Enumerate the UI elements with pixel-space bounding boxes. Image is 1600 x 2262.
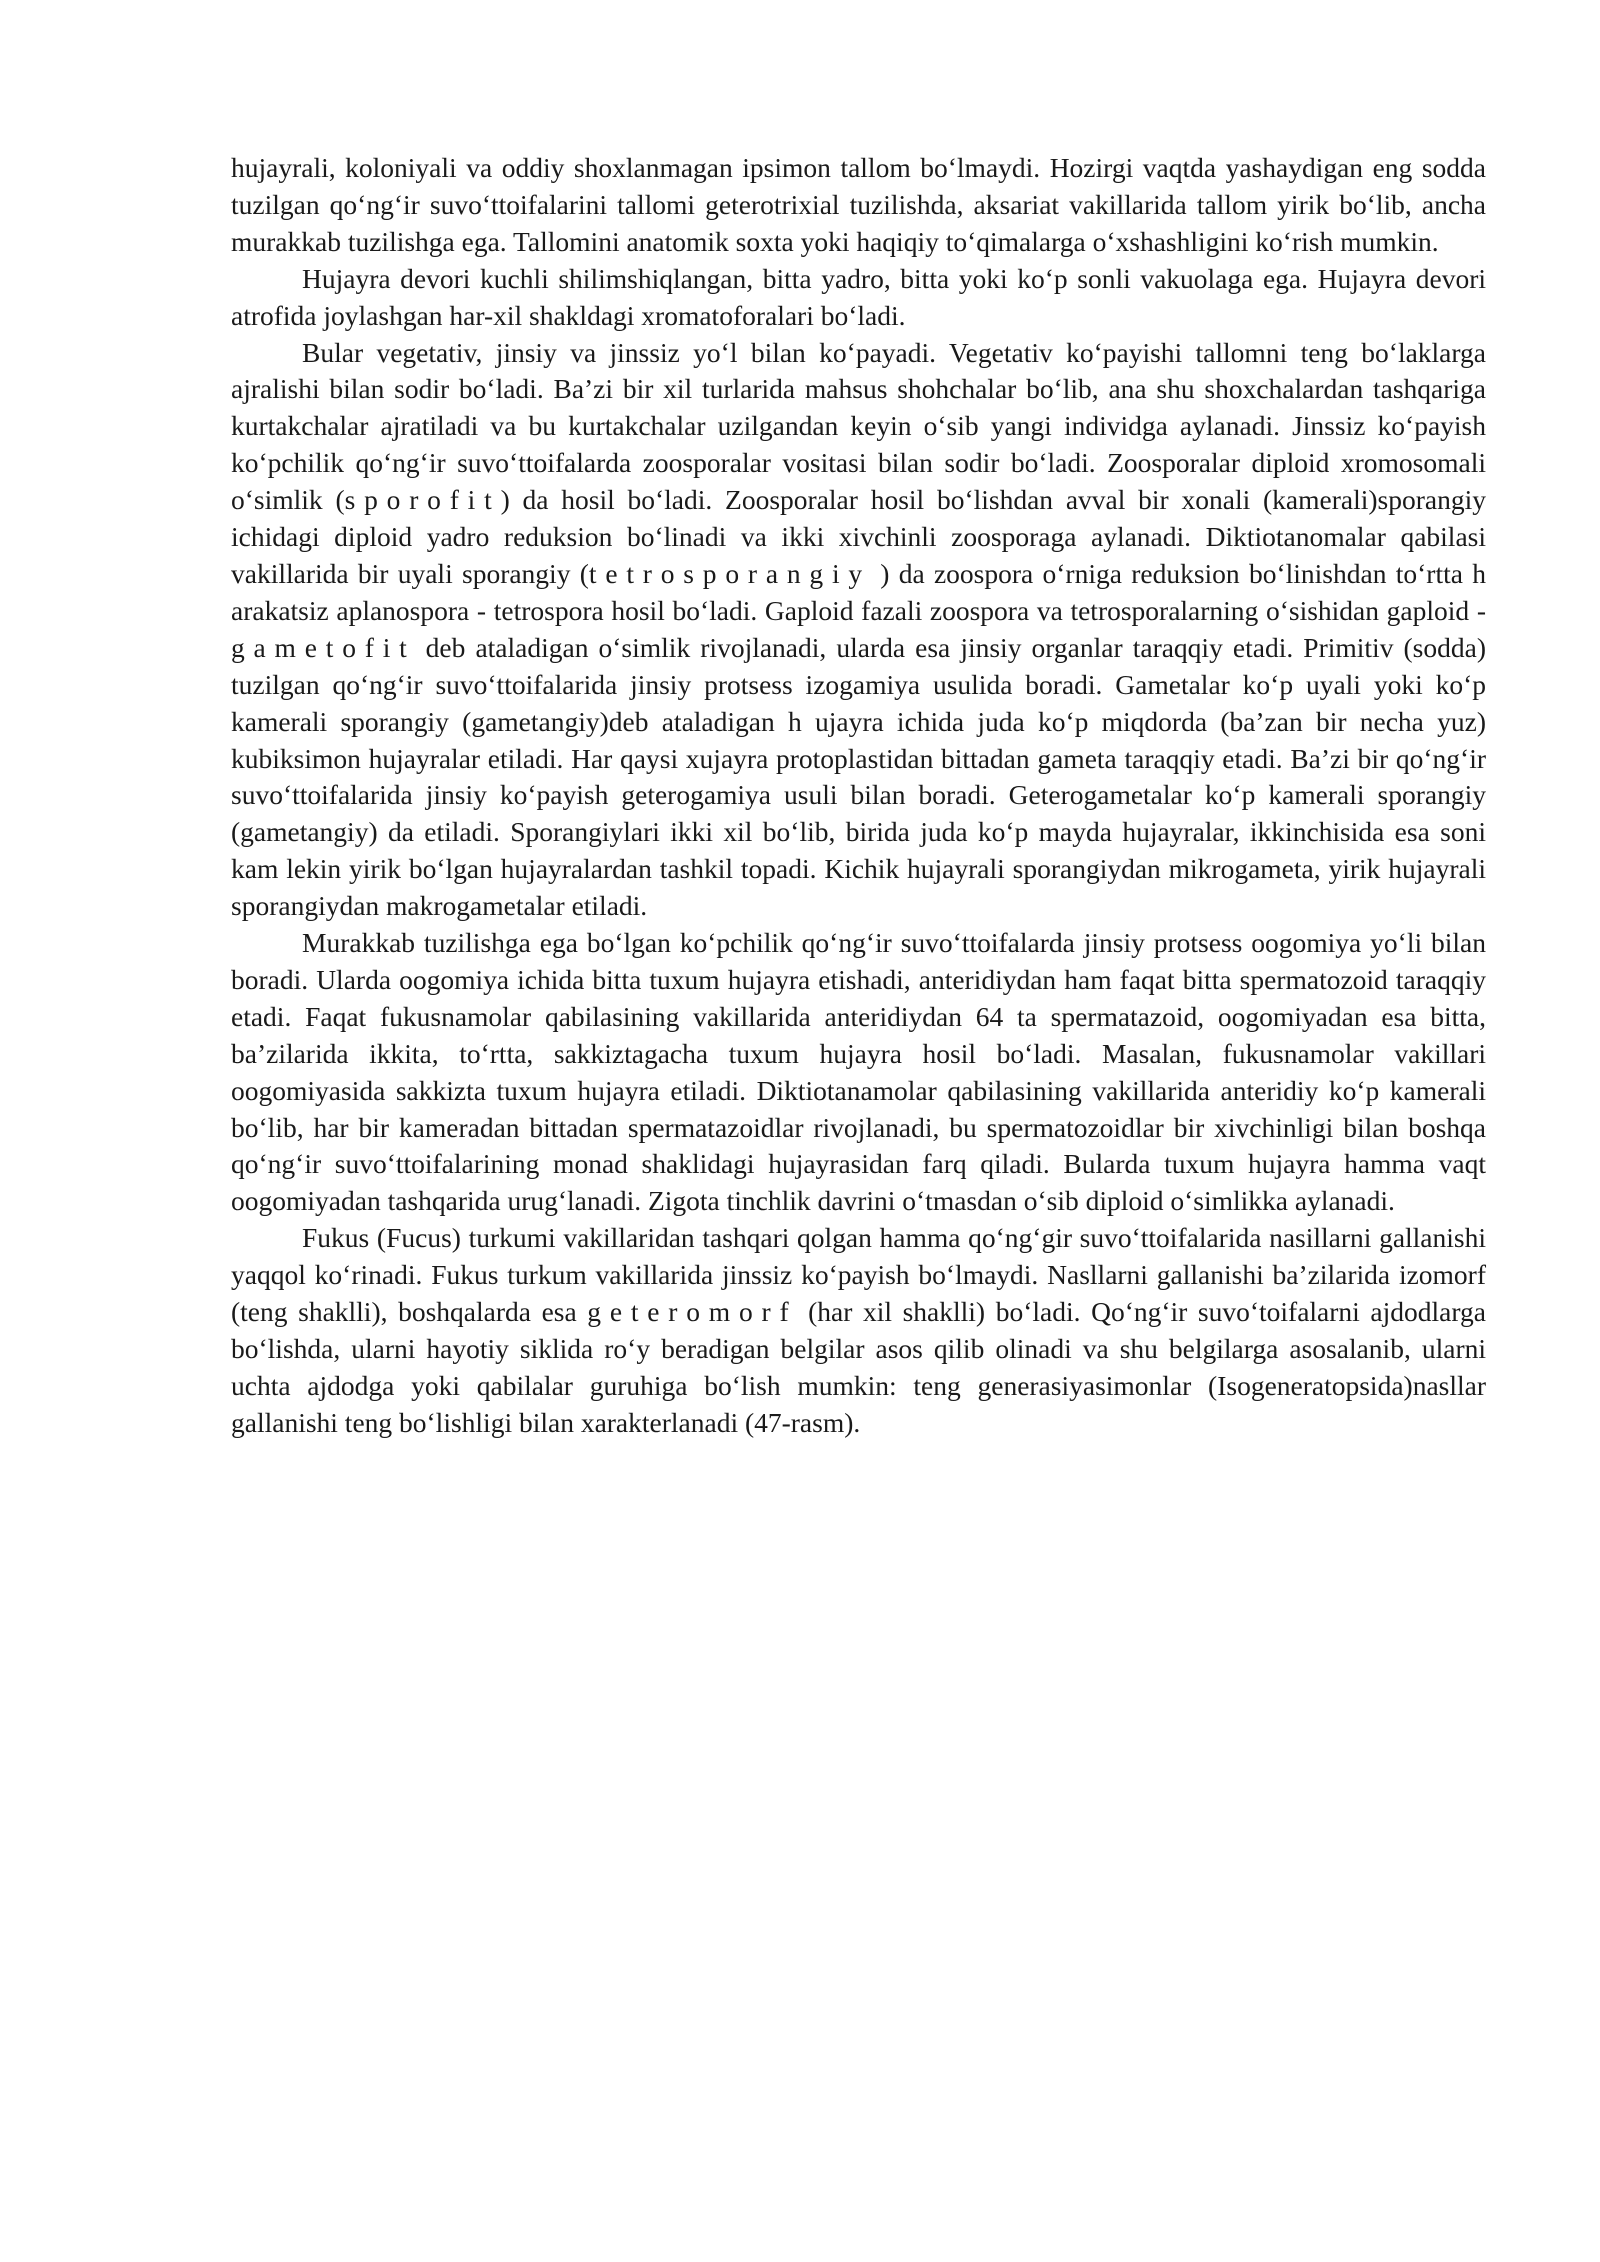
- text-run: Fukus (Fucus) turkumi vakillaridan tashqari qolgan hamma qo‘ng‘gir suvo‘ttoifalarida nasillarni gallanishi yaqqol ko‘rinadi. Fukus turkum vakillarida jinssiz ko‘payish bo‘lmaydi. Nasllarni gallanishi ba’zilarida izomorf (teng shaklli), boshqalarda esa: [231, 1222, 1486, 1328]
- text-run: deb ataladigan o‘simlik rivojlanadi, ularda esa jinsiy organlar taraqqiy etadi. Primitiv (sodda) tuzilgan qo‘ng‘ir suvo‘ttoifalarida jinsiy protsess izogamiya usulida boradi. Gametalar ko‘p uyali yoki ko‘p kamerali sporangiy (gametangiy)deb ataladigan h ujayra ichida juda ko‘p miqdorda (ba’zan bir necha yuz) kubiksimon hujayralar etiladi. Har qaysi xujayra protoplastidan bittadan gameta taraqqiy etadi. Ba’zi bir qo‘ng‘ir suvo‘ttoifalarida jinsiy ko‘payish geterogamiya usuli bilan boradi. Geterogametalar ko‘p kamerali sporangiy (gametangiy) da etiladi. Sporangiylari ikki xil bo‘lib, birida juda ko‘p mayda hujayralar, ikkinchisida esa soni kam lekin yirik bo‘lgan hujayralardan tashkil topadi. Kichik hujayrali sporangiydan mikrogameta, yirik hujayrali sporangiydan makrogametalar etiladi.: [231, 631, 1486, 922]
- paragraph-5: [231, 1220, 1486, 1441]
- text-run: ) da hosil bo‘ladi. Zoosporalar hosil bo‘lishdan avval bir xonali (kamerali)sporangiy ichidagi diploid yadro reduksion bo‘linadi va ikki xivchinli zoosporaga aylanadi. Diktiotanomalar qabilasi vakillarida bir uyali sporangiy (: [231, 484, 1486, 589]
- text-run: (har xil shaklli) bo‘ladi. Qo‘ng‘ir suvo‘toifalarni ajdodlarga bo‘lishda, ularni hayotiy siklida ro‘y beradigan belgilar asos qilib olinadi va shu belgilarga asosalanib, ularni uchta ajdodga yoki qabilalar guruhiga bo‘lish mumkin: teng generasiyasimonlar (Isogeneratopsida)nasllar gallanishi teng bo‘lishligi bilan xarakterlanadi (47-rasm).: [231, 1296, 1486, 1438]
- paragraph-2: [231, 261, 1486, 335]
- text-run: ) da zoospora o‘rniga reduksion bo‘linishdan to‘rtta h arakatsiz aplanospora - tetrospora hosil bo‘ladi. Gaploid fazali zoospora va tetrosporalarning o‘sishidan gaploid -: [231, 557, 1486, 626]
- text-run: Bular vegetativ, jinsiy va jinssiz yo‘l bilan ko‘payadi. Vegetativ ko‘payishi tallomni teng bo‘laklarga ajralishi bilan sodir bo‘ladi. Ba’zi bir xil turlarida mahsus shohchalar bo‘lib, ana shu shoxchalardan tashqariga kurtakchalar ajratiladi va bu kurtakchalar uzilgandan keyin o‘sib yangi individga aylanadi. Jinssiz ko‘payish ko‘pchilik qo‘ng‘ir suvo‘ttoifalarda zoosporalar vositasi bilan sodir bo‘ladi. Zoosporalar diploid xromosomali o‘simlik (: [231, 336, 1486, 516]
- paragraph-1: [231, 150, 1486, 261]
- spaced-term-sporofit: sporofit: [344, 484, 501, 516]
- document-page: [231, 150, 1486, 1442]
- text-run: hujayrali, koloniyali va oddiy shoxlanmagan ipsimon tallom bo‘lmaydi. Hozirgi vaqtda yashaydigan eng sodda tuzilgan qo‘ng‘ir suvo‘ttoifalarini tallomi geterotrixial tuzilishda, aksariat vakillarida tallom yirik bo‘lib, ancha murakkab tuzilishga ega. Tallomini anatomik soxta yoki haqiqiy to‘qimalarga o‘xshashligini ko‘rish mumkin.: [231, 152, 1486, 257]
- spaced-term-gametofit: gametofit: [231, 631, 416, 663]
- paragraph-3: [231, 335, 1486, 926]
- text-run: Murakkab tuzilishga ega bo‘lgan ko‘pchilik qo‘ng‘ir suvo‘ttoifalarda jinsiy protsess oogomiya yo‘li bilan boradi. Ularda oogomiya ichida bitta tuxum hujayra etishadi, anteridiydan ham faqat bitta spermatozoid taraqqiy etadi. Faqat fukusnamolar qabilasining vakillarida anteridiydan 64 ta spermatazoid, oogomiyadan esa bitta, ba’zilarida ikkita, to‘rtta, sakkiztagacha tuxum hujayra hosil bo‘ladi. Masalan, fukusnamolar vakillari oogomiyasida sakkizta tuxum hujayra etiladi. Diktiotanamolar qabilasining vakillarida anteridiy ko‘p kamerali bo‘lib, har bir kameradan bittadan spermatazoidlar rivojlanadi, bu spermatozoidlar bir xivchinligi bilan boshqa qo‘ng‘ir suvo‘ttoifalarining monad shaklidagi hujayrasidan farq qiladi. Bularda tuxum hujayra hamma vaqt oogomiyadan tashqarida urug‘lanadi. Zigota tinchlik davrini o‘tmasdan o‘sib diploid o‘simlikka aylanadi.: [231, 927, 1486, 1217]
- spaced-term-tetrosporangiy: tetrosporangiy: [588, 557, 871, 589]
- paragraph-4: [231, 925, 1486, 1220]
- spaced-term-geteromorf: geteromorf: [587, 1296, 798, 1328]
- text-run: Hujayra devori kuchli shilimshiqlangan, bitta yadro, bitta yoki ko‘p sonli vakuolaga ega. Hujayra devori atrofida joylashgan har-xil shakldagi xromatoforalari bo‘ladi.: [231, 262, 1486, 331]
